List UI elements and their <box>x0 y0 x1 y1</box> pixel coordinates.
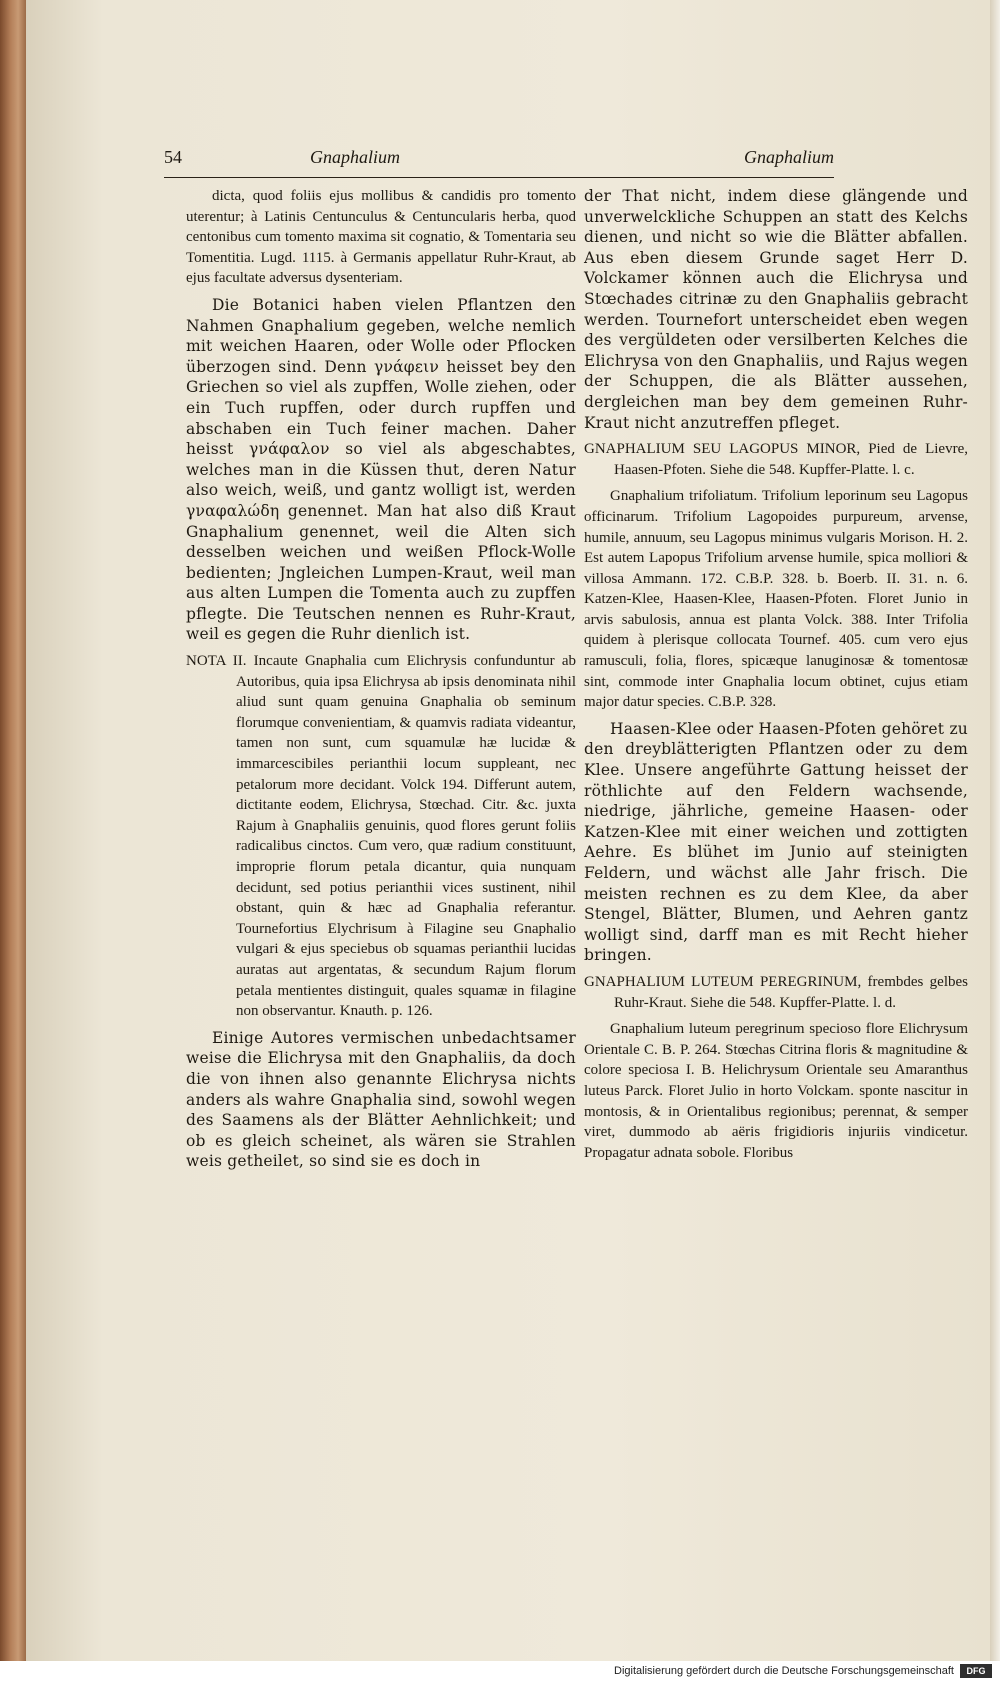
paragraph-dicta: dicta, quod foliis ejus mollibus & candidis pro tomento uterentur; à Latinis Centunculus & Centuncularis herba, quod centonibus cum tomento maxima sit cognatio, & Tomentaria seu Tomentitia. Lugd. 1115. à Germanis appellatur Ruhr-Kraut, ab ejus facultate adversus dysenteriam. <box>186 188 576 287</box>
paragraph-einige-autores: Einige Autores vermischen unbedachtsamer weise die Elichrysa mit den Gnaphaliis, da doch die von ihnen also genannte Elichrysa nichts anders als wahre Gnaphalia sind, sowohl wegen des Saamens als der Blätter Aehnlichkeit; und ob es gleich scheinet, als wären sie Strahlen weis getheilet, so sind sie es doch in <box>186 1028 576 1171</box>
entry-heading-luteum: GNAPHALIUM LUTEUM PEREGRINUM, frembdes gelbes Ruhr-Kraut. Siehe die 548. Kupffer-Platte. l. d. <box>584 973 968 1011</box>
footer-credit: Digitalisierung gefördert durch die Deutsche Forschungsgemeinschaft <box>614 1665 954 1677</box>
running-head-left: Gnaphalium <box>310 147 400 167</box>
paragraph-haasen-klee: Haasen-Klee oder Haasen-Pfoten gehöret zu den dreyblätterigten Pflantzen oder zu dem Klee. Unsere angeführte Gattung heisset der röthlichte auf den Feldern wachsende, niedrige, jährliche, gemeine Haasen- oder Katzen-Klee mit einer weichen und zottigten Aehre. Es blühet im Junio auf steinigten Feldern, und wächst alle Jahr frisch. Die meisten rechnen es zu dem Klee, da aber Stengel, Blätter, Blumen, und Aehren gantz wolligt sind, darff man es mit Recht hieher bringen. <box>584 719 968 965</box>
page-header <box>164 143 834 178</box>
entry-heading-lagopus: GNAPHALIUM SEU LAGOPUS MINOR, Pied de Lievre, Haasen-Pfoten. Siehe die 548. Kupffer-Platte. l. c. <box>584 441 968 478</box>
right-column <box>584 186 968 1169</box>
paragraph-botanici: Die Botanici haben vielen Pflantzen den Nahmen Gnaphalium gegeben, welche nemlich mit weichen Haaren, oder Wolle oder Pflocken überzogen sind. Denn γνάφειν heisset bey den Griechen so viel als zupffen, Wolle ziehen, oder ein Tuch rupffen, oder durch rupffen und abschaben ein Tuch feiner machen. Daher heisst γνάφαλον so viel als abgeschabtes, welches man in die Küssen thut, deren Natur also weich, weiß, und gantz wolligt ist, werden γναφαλώδη genennet. Man hat also diß Kraut Gnaphalium genennet, weil die Alten sich desselben weichen und weißen Pflock-Wolle bedienten; Jngleichen Lumpen-Kraut, weil man aus alten Lumpen die Tomenta auch zu zupffen pflegte. Die Teutschen nennen es Ruhr-Kraut, weil es gegen die Ruhr dienlich ist. <box>186 295 576 644</box>
digitization-footer <box>0 1661 1000 1681</box>
paragraph-der-that: der That nicht, indem diese glängende und unverwelckliche Schuppen an statt des Kelchs dienen, und nicht so wie die Blätter abfallen. Aus eben diesem Grunde saget Herr D. Volckamer können auch die Elichrysa und Stœchades citrinæ zu den Gnaphaliis gebracht werden. Tournefort unterscheidet eben wegen des vergüldeten oder versilberten Kelches die Elichrysa von den Gnaphaliis, und Rajus wegen der Schuppen, die als Blätter aussehen, dergleichen man bey dem gemeinen Ruhr-Kraut nicht anzutreffen pfleget. <box>584 187 968 432</box>
left-column <box>186 186 576 1178</box>
running-head-right: Gnaphalium <box>744 147 834 167</box>
dfg-logo: DFG <box>960 1664 992 1678</box>
page-number: 54 <box>164 147 182 167</box>
paragraph-luteum: Gnaphalium luteum peregrinum specioso flore Elichrysum Orientale C. B. P. 264. Stœchas Citrina floris & magnitudine & colore speciosa I. B. Helichrysum Orientale seu Amaranthus luteus Parck. Floret Julio in horto Volckam. sponte nascitur in montosis, & in Orientalibus regionibus; perennat, & semper viret, dummodo ab aëris frigidioris injuriis vindicetur. Propagatur adnata sobole. Floribus <box>584 1021 968 1161</box>
paragraph-nota-ii: NOTA II. Incaute Gnaphalia cum Elichrysis confunduntur ab Autoribus, quia ipsa Elichrysa ab ipsis denominata nihil aliud sunt quam genuina Gnaphalia ob seminum florumque convenientiam, & quamvis radiata videantur, tamen non sunt, cum squamulæ hæ lucidæ & immarcescibiles perianthii locum suppleant, nec petalorum more decidant. Volck 194. Differunt autem, dictitante eodem, Elichrysa, Stœchad. Citr. &c. juxta Rajum à Gnaphaliis genuinis, quod flores gerunt foliis radicalibus cinctos. Cum vero, quæ radium constituunt, improprie florum petala dicantur, quia nunquam decidunt, sed potius perianthii vices sustinent, nihil obstant, quin & hæc ad Gnaphalia referantur. Tournefortius Elychrisum à Filagine seu Gnaphalio vulgari & ejus speciebus ob squamas perianthii lucidas auratas aut argentatas, & secundum Rajum florum petala mentientes distinguit, quales squamæ in filagine non observantur. Knauth. p. 126. <box>186 653 576 1020</box>
page-edge <box>990 0 1000 1681</box>
book-binding-edge <box>0 0 26 1681</box>
paragraph-trifoliatum: Gnaphalium trifoliatum. Trifolium leporinum seu Lagopus officinarum. Trifolium Lagopoides purpureum, arvense, humile, annuum, seu Lagopus minimus vulgaris Morison. H. 2. Est autem Lapopus Trifolium arvense humile, spica molliori & villosa Ammann. 172. C.B.P. 328. b. Boerb. II. 31. n. 6. Katzen-Klee, Haasen-Klee, Haasen-Pfoten. Floret Junio in arvis sabulosis, annua est planta Volck. 388. Inter Trifolia quidem à plerisque collocata Tournef. 405. cum vero ejus ramusculi, folia, flores, spicæque lanuginosæ & tomentosæ sint, commode inter Gnaphalia locum obtinet, cujus etiam major datur species. C.B.P. 328. <box>584 488 968 711</box>
